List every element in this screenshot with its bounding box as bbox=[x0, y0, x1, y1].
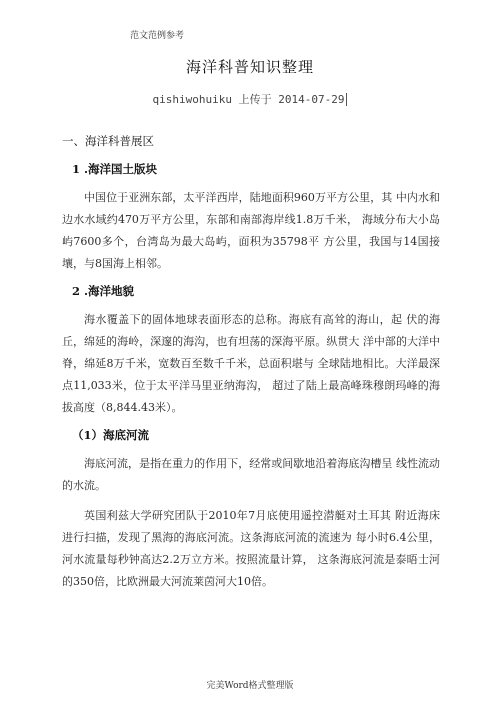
document-byline bbox=[0, 91, 500, 107]
section-heading-exhibit: 一、海洋科普展区 bbox=[62, 134, 154, 148]
header-note: 范文范例参考 bbox=[130, 31, 185, 41]
document-body bbox=[62, 133, 440, 601]
paragraph-undersea-river-research: 英国利兹大学研究团队于2010年7月底使用遥控潜艇对土耳其 附近海床进行扫描，发现了黑海的海底河流。这条海底河流的流速为 每小时6.4公里，河水流量每秒钟高达2.2万立方米。按照流量计算， 这条海底河流是泰晤士河的350倍，比欧洲最大河流莱茵河大10倍。 bbox=[62, 509, 440, 588]
paragraph-undersea-river-definition: 海底河流，是指在重力的作用下，经常或间歇地沿着海底沟槽呈 线性流动的水流。 bbox=[62, 457, 440, 492]
subsection-heading-territory: 1 .海洋国土版块 bbox=[72, 162, 158, 176]
document-title: 海洋科普知识整理 bbox=[185, 58, 314, 76]
paragraph-territory: 中国位于亚洲东部，太平洋西岸，陆地面积960万平方公里，其 中内水和边水水域约470万平方公里，东部和南部海岸线1.8万千米， 海域分布大小岛屿7600多个，台湾岛为最大岛屿，面积为35798平 方公里，我国与14国接壤，与8国海上相邻。 bbox=[62, 191, 440, 270]
subsection-heading-landform: 2 .海洋地貌 bbox=[72, 284, 135, 298]
paragraph-landform: 海水覆盖下的固体地球表面形态的总称。海底有高耸的海山，起 伏的海丘，绵延的海岭，深邃的海沟，也有坦荡的深海平原。纵贯大 洋中部的大洋中脊，绵延8万千米，宽数百至数千千米，总面积堪与 全球陆地相比。大洋最深点11,033米，位于太平洋马里亚纳海沟， 超过了陆上最高峰珠穆朗玛峰的海拔高度（8,844.43米）。 bbox=[62, 313, 440, 414]
footer-note: 完美Word格式整理版 bbox=[206, 681, 294, 691]
subsection-heading-undersea-river: （1）海底河流 bbox=[72, 428, 150, 442]
text-cursor bbox=[346, 93, 347, 106]
byline-text: qishiwohuiku 上传于 2014-07-29 bbox=[152, 93, 345, 106]
